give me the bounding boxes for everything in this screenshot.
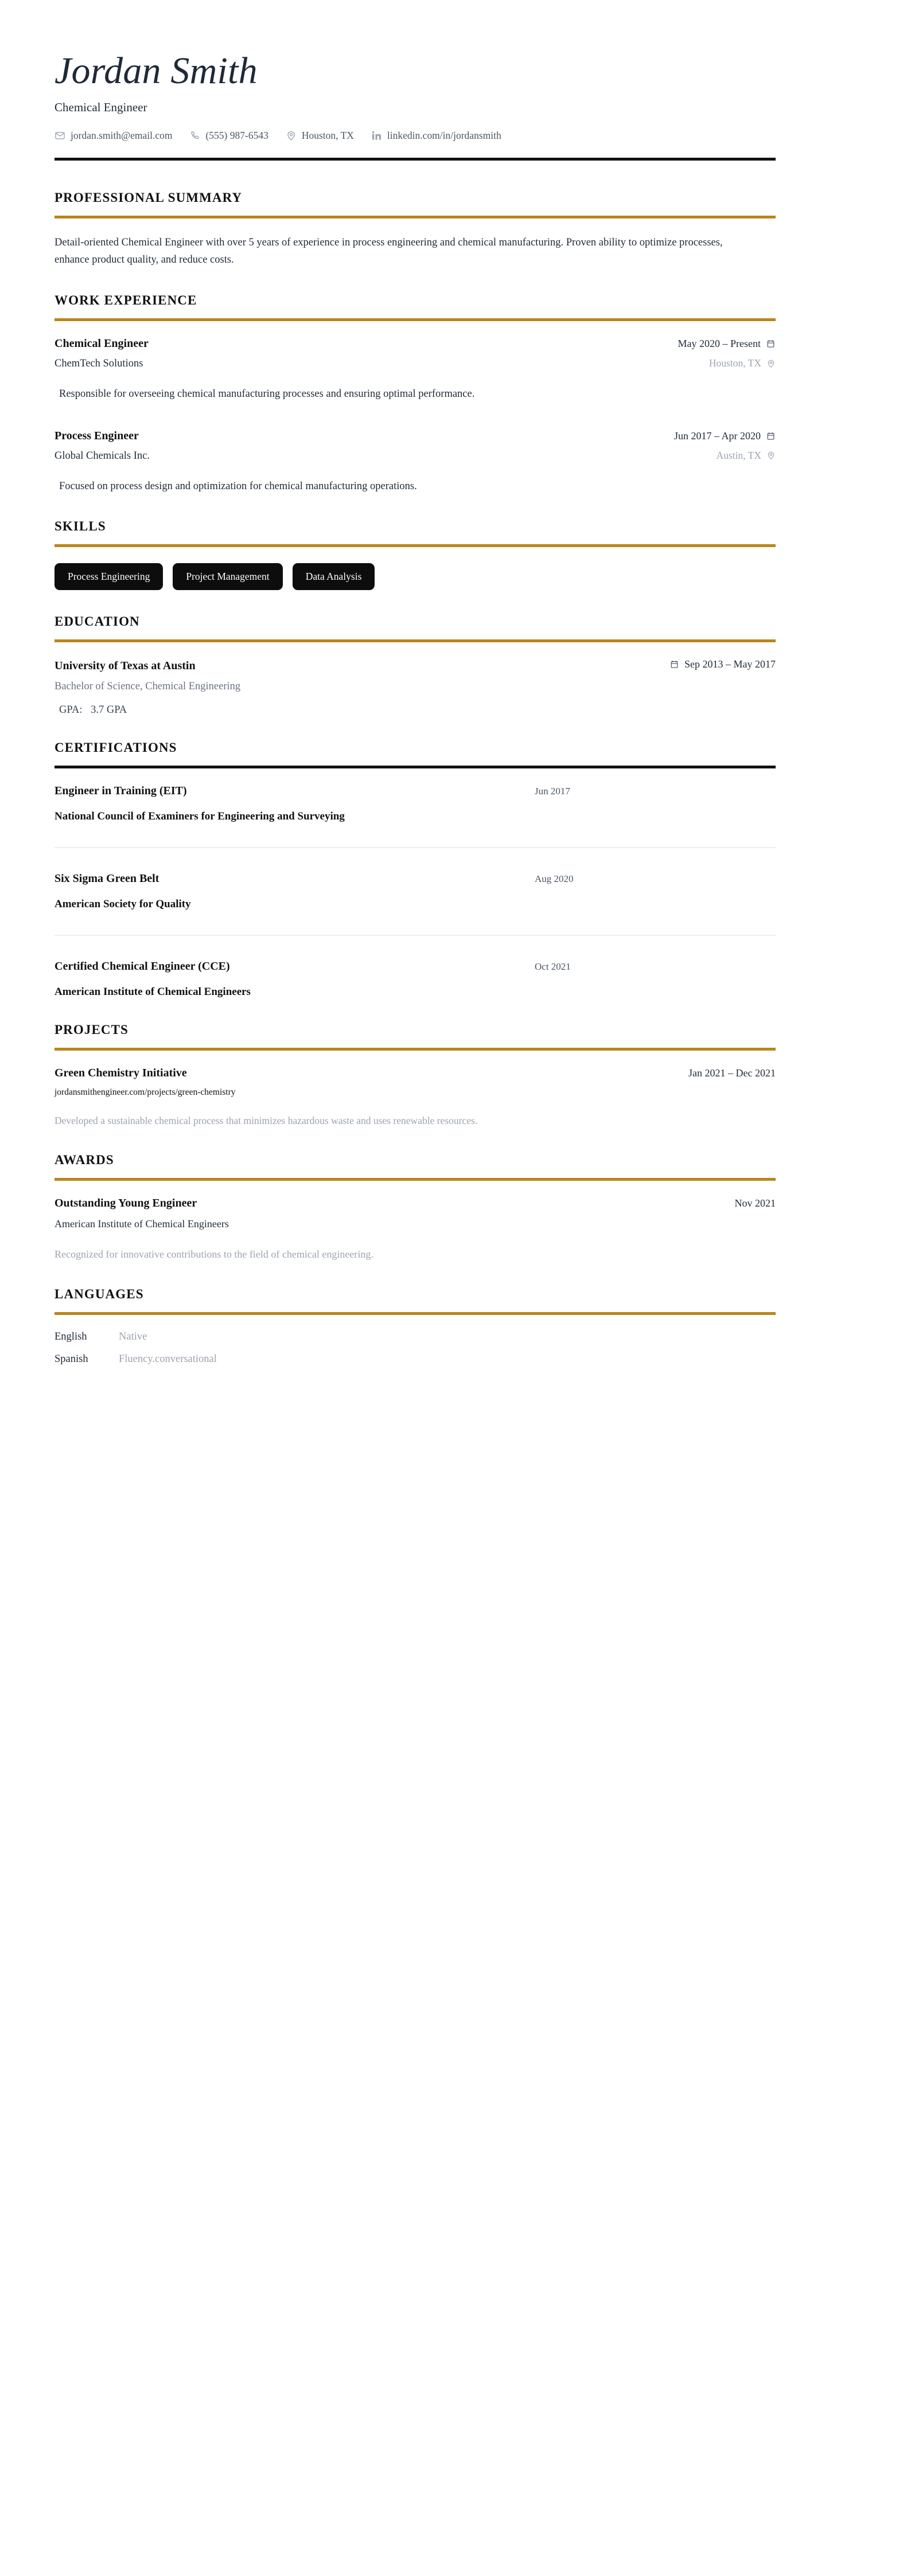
certification-entry (54, 784, 776, 848)
education-degree: Bachelor of Science, Chemical Engineering (54, 681, 241, 693)
certification-name: Certified Chemical Engineer (CCE) (54, 960, 230, 973)
skill-badge[interactable]: Process Engineering (54, 563, 163, 590)
section-skills (54, 519, 776, 590)
certification-date: Oct 2021 (535, 961, 571, 973)
project-entry (54, 1067, 776, 1129)
award-description: Recognized for innovative contributions to the field of chemical engineering. (54, 1248, 373, 1260)
resume-header (54, 50, 776, 166)
education-dates (669, 658, 776, 670)
experience-entry (54, 430, 776, 495)
location-pin-icon (286, 130, 297, 141)
contact-row (54, 130, 776, 142)
linkedin-icon (371, 130, 382, 141)
section-work-experience (54, 293, 776, 495)
certification-name: Engineer in Training (EIT) (54, 784, 187, 798)
project-dates (688, 1067, 776, 1079)
certification-issuer: National Council of Examiners for Engineering and Surveying (54, 810, 345, 823)
section-title-projects: PROJECTS (54, 1022, 129, 1037)
education-dates-text: Sep 2013 – May 2017 (684, 658, 776, 670)
language-name: Spanish (54, 1353, 88, 1365)
education-gpa-label: GPA: (59, 704, 83, 716)
language-row (54, 1331, 776, 1343)
section-title-education: EDUCATION (54, 614, 140, 629)
section-rule-certifications (54, 766, 776, 768)
header-divider (54, 158, 776, 161)
language-level: Native (119, 1331, 147, 1343)
award-issuer: American Institute of Chemical Engineers (54, 1218, 229, 1230)
section-rule-skills (54, 544, 776, 547)
section-title-languages: LANGUAGES (54, 1287, 144, 1302)
section-rule-summary (54, 216, 776, 218)
section-rule-languages (54, 1312, 776, 1315)
award-date-text: Nov 2021 (734, 1197, 776, 1209)
experience-location-text: Austin, TX (716, 449, 761, 461)
section-rule-education (54, 639, 776, 642)
project-description: Developed a sustainable chemical process that minimizes hazardous waste and uses renewable resources. (54, 1115, 478, 1127)
language-row (54, 1353, 776, 1365)
experience-location (709, 357, 776, 369)
contact-linkedin-text: linkedin.com/in/jordansmith (387, 130, 501, 142)
location-pin-icon (766, 359, 776, 368)
certification-name: Six Sigma Green Belt (54, 872, 159, 885)
experience-description: Focused on process design and optimization for chemical manufacturing operations. (59, 480, 417, 492)
experience-dates (674, 430, 776, 442)
section-projects (54, 1022, 776, 1129)
experience-dates-text: Jun 2017 – Apr 2020 (673, 430, 761, 442)
language-level: Fluency.conversational (119, 1353, 217, 1365)
calendar-icon (766, 431, 776, 441)
section-rule-experience (54, 318, 776, 321)
section-languages (54, 1287, 776, 1365)
experience-role: Process Engineer (54, 429, 139, 442)
certification-issuer: American Society for Quality (54, 898, 191, 911)
certification-issuer: American Institute of Chemical Engineers (54, 986, 251, 998)
experience-company: Global Chemicals Inc. (54, 450, 150, 462)
project-url[interactable]: jordansmithengineer.com/projects/green-chemistry (54, 1087, 236, 1098)
section-certifications (54, 740, 776, 998)
education-gpa (54, 704, 776, 716)
section-title-summary: PROFESSIONAL SUMMARY (54, 190, 243, 205)
project-name: Green Chemistry Initiative (54, 1067, 187, 1080)
award-name: Outstanding Young Engineer (54, 1197, 197, 1210)
calendar-icon (766, 339, 776, 349)
contact-email-text: jordan.smith@email.com (71, 130, 173, 142)
section-title-experience: WORK EXPERIENCE (54, 293, 197, 308)
contact-email[interactable] (54, 130, 172, 142)
skill-badge[interactable]: Data Analysis (293, 563, 375, 590)
section-rule-awards (54, 1178, 776, 1181)
award-entry (54, 1197, 776, 1263)
experience-description: Responsible for overseeing chemical manufacturing processes and ensuring optimal performance. (59, 388, 475, 400)
section-education (54, 614, 776, 716)
contact-phone-text: (555) 987-6543 (205, 130, 268, 142)
education-gpa-value: 3.7 GPA (91, 704, 127, 716)
language-name: English (54, 1331, 87, 1343)
education-entry (54, 658, 776, 716)
section-rule-projects (54, 1048, 776, 1051)
experience-entry (54, 337, 776, 403)
contact-linkedin[interactable] (371, 130, 501, 142)
experience-location-text: Houston, TX (708, 357, 761, 369)
calendar-icon (669, 659, 679, 669)
contact-location-text: Houston, TX (301, 130, 354, 142)
section-title-certifications: CERTIFICATIONS (54, 740, 177, 755)
project-dates-text: Jan 2021 – Dec 2021 (688, 1067, 776, 1079)
certification-entry (54, 960, 776, 998)
section-awards (54, 1153, 776, 1263)
candidate-name: Jordan Smith (54, 50, 258, 92)
phone-icon (189, 130, 200, 141)
experience-dates-text: May 2020 – Present (678, 338, 761, 350)
experience-dates (678, 338, 776, 350)
candidate-job-title: Chemical Engineer (54, 100, 147, 115)
location-pin-icon (766, 451, 776, 460)
certification-date: Jun 2017 (535, 786, 570, 797)
skill-badge[interactable]: Project Management (173, 563, 282, 590)
award-date (735, 1197, 776, 1209)
section-title-awards: AWARDS (54, 1153, 114, 1168)
summary-text: Detail-oriented Chemical Engineer with over 5 years of experience in process engineering and chemical manufacturing. Proven ability to optimize processes, enhance product quality, and reduce costs. (54, 237, 723, 266)
experience-company: ChemTech Solutions (54, 358, 143, 370)
experience-role: Chemical Engineer (54, 337, 149, 350)
skill-list (54, 563, 776, 590)
certification-entry (54, 872, 776, 936)
certification-date: Aug 2020 (535, 873, 574, 885)
section-professional-summary (54, 190, 776, 269)
section-title-skills: SKILLS (54, 519, 106, 534)
email-icon (54, 130, 65, 141)
contact-phone[interactable] (189, 130, 268, 142)
education-school: University of Texas at Austin (54, 659, 196, 673)
contact-location[interactable] (286, 130, 354, 142)
experience-location (717, 450, 776, 462)
